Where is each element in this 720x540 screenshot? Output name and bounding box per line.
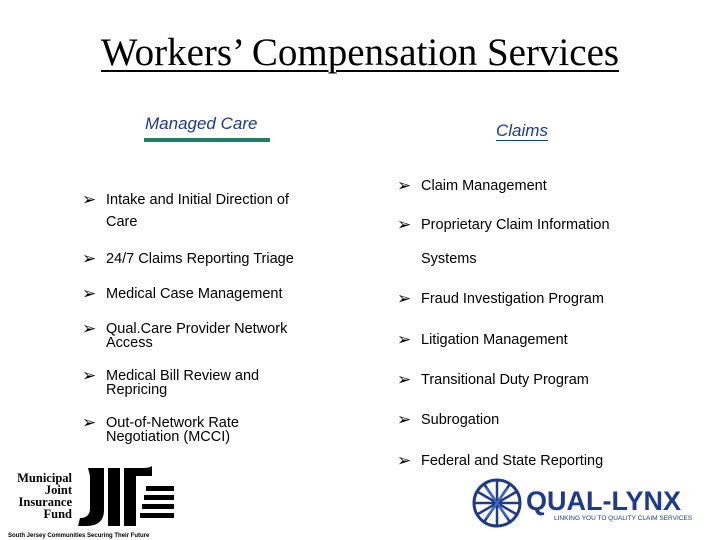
mjif-word: Insurance [18, 495, 72, 509]
jif-mark-icon [74, 462, 176, 532]
mjif-word: Municipal [17, 471, 72, 485]
item-line: Transitional Duty Program [421, 372, 589, 388]
item-line: Qual.Care Provider Network [106, 321, 288, 337]
qual-lynx-name: QUAL-LYNX [526, 486, 682, 516]
list-item [82, 249, 294, 269]
mjif-tagline: South Jersey Communities Securing Their Future [8, 533, 150, 539]
item-line: Repricing [106, 382, 168, 398]
item-line: Access [106, 335, 153, 351]
mjif-word: Joint [44, 483, 72, 497]
item-line: 24/7 Claims Reporting Triage [106, 251, 294, 267]
arrow-bullet-icon: ➢ [82, 413, 97, 433]
mjif-logo [8, 460, 180, 538]
list-item [82, 319, 288, 351]
slide-title: Workers’ Compensation Services [100, 31, 620, 74]
item-line: Care [106, 214, 138, 230]
list-item [82, 284, 283, 304]
list-item [82, 413, 239, 445]
item-line: Claim Management [421, 178, 547, 194]
item-line: Federal and State Reporting [421, 453, 604, 469]
item-line: Fraud Investigation Program [421, 291, 604, 307]
item-line: Subrogation [421, 412, 500, 428]
list-item [397, 410, 500, 430]
list-item [397, 330, 568, 350]
item-line: Out-of-Network Rate [106, 415, 239, 431]
qual-lynx-tagline: LINKING YOU TO QUALITY CLAIM SERVICES [554, 515, 693, 522]
arrow-bullet-icon: ➢ [397, 370, 412, 390]
arrow-bullet-icon: ➢ [397, 410, 412, 430]
arrow-bullet-icon: ➢ [397, 289, 412, 309]
arrow-bullet-icon: ➢ [397, 451, 412, 471]
list-item [397, 176, 547, 196]
list-item [397, 215, 610, 235]
item-line: Proprietary Claim Information [421, 217, 610, 233]
qual-lynx-logo [470, 478, 700, 528]
item-line: Medical Bill Review and [106, 368, 260, 384]
mjif-logo-words [8, 472, 72, 520]
item-line: Litigation Management [421, 332, 568, 348]
item-line: Medical Case Management [106, 286, 283, 302]
mjif-word: Fund [43, 507, 72, 521]
list-item [397, 289, 604, 309]
item-line: Intake and Initial Direction of [106, 192, 289, 208]
list-item-continuation [397, 252, 477, 266]
item-line: Systems [421, 251, 477, 267]
managed-care-heading: Managed Care [145, 114, 258, 133]
arrow-bullet-icon: ➢ [82, 366, 97, 386]
arrow-bullet-icon: ➢ [397, 215, 412, 235]
list-item [397, 451, 604, 471]
arrow-bullet-icon: ➢ [82, 284, 97, 304]
arrow-bullet-icon: ➢ [82, 190, 97, 210]
arrow-bullet-icon: ➢ [82, 319, 97, 339]
globe-mesh-icon [472, 478, 522, 528]
list-item [82, 190, 289, 230]
arrow-bullet-icon: ➢ [397, 176, 412, 196]
item-line: Negotiation (MCCI) [106, 429, 231, 445]
managed-care-rule [144, 138, 270, 142]
list-item [82, 366, 260, 398]
claims-heading: Claims [496, 121, 548, 140]
arrow-bullet-icon: ➢ [397, 330, 412, 350]
arrow-bullet-icon: ➢ [82, 249, 97, 269]
list-item [397, 370, 589, 390]
